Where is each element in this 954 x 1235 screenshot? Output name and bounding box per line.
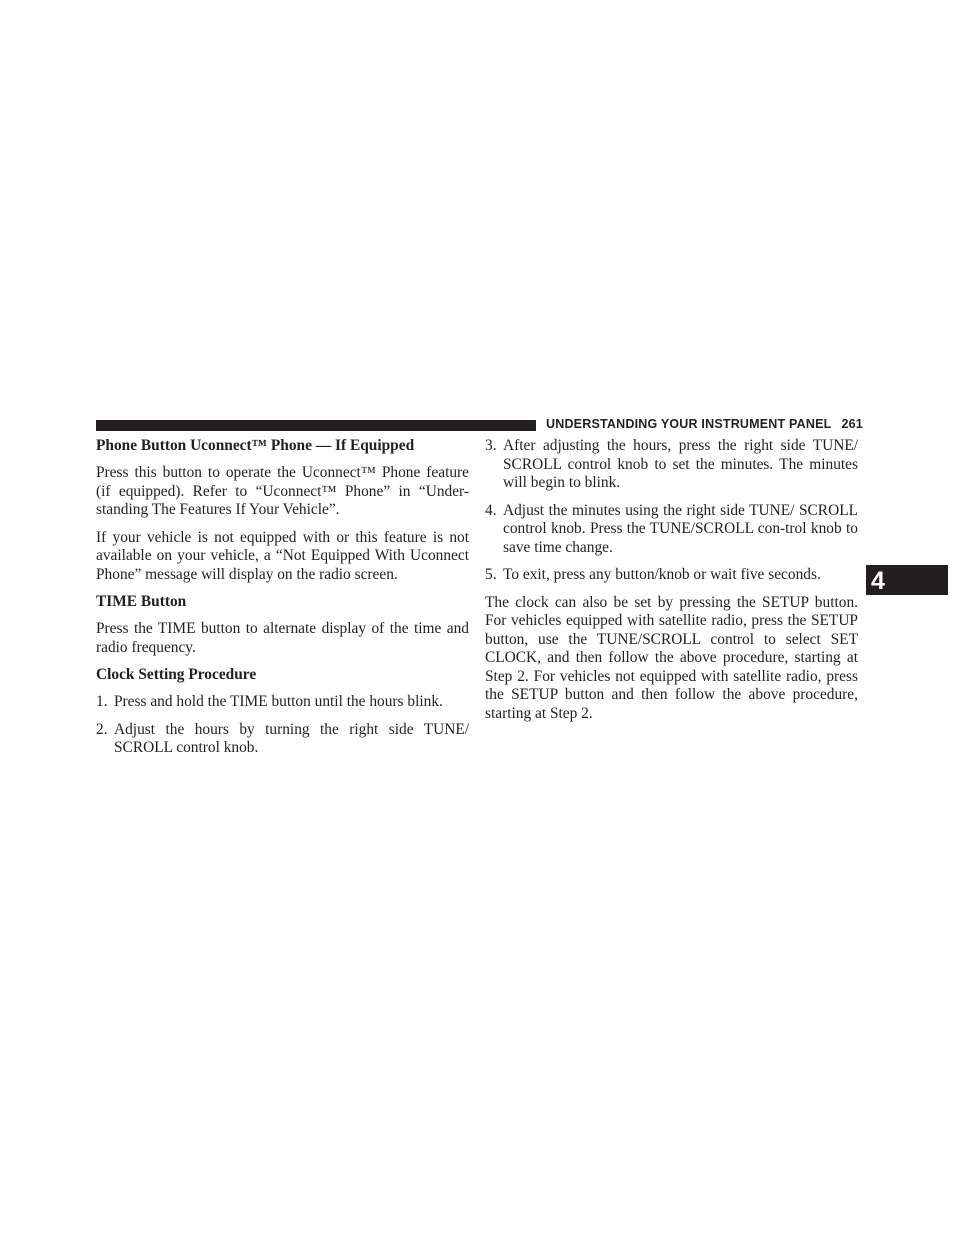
paragraph: If your vehicle is not equipped with or this feature is not available on your vehicle, a “Not Equipped With Uconnect Phone” message will display on the radio screen. xyxy=(96,528,469,583)
list-text: Adjust the minutes using the right side TUNE/ SCROLL control knob. Press the TUNE/SCROLL con-trol knob to save time change. xyxy=(503,501,858,556)
heading-phone-button: Phone Button Uconnect™ Phone — If Equipped xyxy=(96,437,415,454)
list-text: To exit, press any button/knob or wait five seconds. xyxy=(503,566,821,583)
paragraph: Press the TIME button to alternate display of the time and radio frequency. xyxy=(96,620,469,656)
heading-time-button: TIME Button xyxy=(96,593,187,610)
list-item xyxy=(96,721,469,758)
list-number: 2. xyxy=(96,720,108,738)
list-item xyxy=(485,566,858,585)
chapter-tab xyxy=(866,565,948,595)
list-number: 3. xyxy=(485,437,497,454)
left-column xyxy=(96,437,469,767)
list-number: 4. xyxy=(485,501,497,519)
list-item xyxy=(96,693,469,712)
right-column xyxy=(485,437,858,732)
list-text: Press and hold the TIME button until the hours blink. xyxy=(114,693,443,710)
list-item xyxy=(485,502,858,558)
paragraph: Press this button to operate the Uconnect™ Phone feature (if equipped). Refer to “Uconnect™ Phone” in “Under-standing The Features If Your Vehicle”. xyxy=(96,464,469,518)
list-number: 1. xyxy=(96,693,108,710)
heading-clock-setting: Clock Setting Procedure xyxy=(96,666,257,683)
list-item xyxy=(485,437,858,493)
section-title: UNDERSTANDING YOUR INSTRUMENT PANEL xyxy=(546,417,832,431)
list-number: 5. xyxy=(485,566,497,583)
page-number: 261 xyxy=(841,417,863,431)
paragraph: The clock can also be set by pressing the SETUP button. For vehicles equipped with satellite radio, press the SETUP button, use the TUNE/SCROLL control to select SET CLOCK, and then follow the above procedure, starting at Step 2. For vehicles not equipped with satellite radio, press the SETUP button and then follow the above procedure, starting at Step 2. xyxy=(485,593,858,722)
list-text: Adjust the hours by turning the right side TUNE/ SCROLL control knob. xyxy=(114,720,469,756)
header-rule xyxy=(96,420,536,431)
list-text: After adjusting the hours, press the right side TUNE/ SCROLL control knob to set the minutes. The minutes will begin to blink. xyxy=(503,437,858,491)
chapter-number: 4 xyxy=(871,567,885,595)
running-header xyxy=(546,417,863,431)
